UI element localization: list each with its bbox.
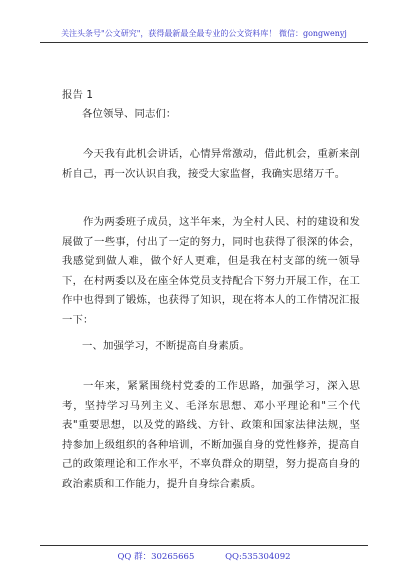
footer-divider	[40, 545, 368, 546]
section-heading: 一、加强学习，不断提高自身素质。	[82, 340, 250, 352]
footer-qq-group: QQ 群：30265665	[117, 552, 195, 562]
header-divider	[40, 42, 368, 43]
document-title: 报告 1	[62, 89, 94, 101]
page-footer	[40, 550, 368, 562]
page-header-notice: 关注头条号"公文研究"，获得最新最全最专业的公文资料库！ 微信：gongwenyj	[61, 29, 347, 38]
footer-qq: QQ:535304092	[225, 552, 291, 562]
document-greeting: 各位领导、同志们：	[82, 108, 177, 120]
paragraph-1: 今天我有此机会讲话，心情异常激动，借此机会，重新来剖析自己，再一次认识自我，接受大家监督，我确实思绪万千。	[62, 148, 360, 180]
paragraph-2: 作为两委班子成员，这半年来，为全村人民、村的建设和发展做了一些事，付出了一定的努力，同时也获得了很深的体会，我感觉到做人难，做个好人更难，但是我在村支部的统一领导下，在村两委以及在座全体党员支持配合下努力开展工作，在工作中也得到了锻炼，也获得了知识，现在将本人的工作情况汇报一下：	[62, 216, 360, 326]
paragraph-3: 一年来，紧紧围绕村党委的工作思路，加强学习，深入思考，坚持学习马列主义、毛泽东思想、邓小平理论和"三个代表"重要思想，以及党的路线、方针、政策和国家法律法规，坚持参加上级组织的各种培训，不断加强自身的党性修养，提高自己的政策理论和工作水平，不辜负群众的期望，努力提高自身的政治素质和工作能力，提升自身综合素质。	[62, 380, 360, 490]
